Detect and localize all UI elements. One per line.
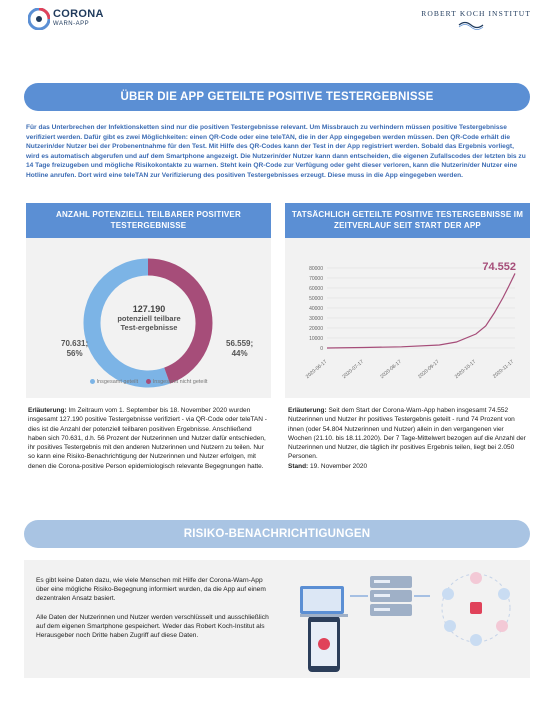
line-chart-total-value: 74.552 [482, 261, 516, 273]
x-tick-label: 2020-10-17 [453, 358, 478, 380]
donut-label-shared-value: 70.631; [61, 339, 89, 348]
x-tick-label: 2020-09-17 [417, 358, 441, 380]
explanation-right-label: Erläuterung: [288, 407, 327, 414]
y-tick-label: 70000 [309, 276, 323, 282]
rki-logo-icon [457, 20, 485, 30]
x-tick-label: 2020-08-17 [379, 358, 403, 380]
donut-center-value: 127.190 [132, 304, 166, 314]
legend-shared-label: Insgesamt geteilt [96, 379, 139, 385]
explanation-right-stand-date: 19. November 2020 [308, 462, 368, 470]
app-name: CORONA [53, 8, 104, 20]
card-title: ANZAHL POTENZIELL TEILBARER POSITIVER TESTERGEBNISSE [26, 203, 271, 238]
x-tick-label: 2020-11-17 [491, 358, 516, 380]
risk-info-text [36, 576, 276, 649]
card-shared-over-time [285, 203, 530, 398]
donut-legend [26, 379, 271, 385]
legend-shared-swatch [90, 379, 95, 384]
institute-name: ROBERT KOCH INSTITUT [421, 9, 531, 18]
y-tick-label: 10000 [309, 336, 323, 342]
y-tick-label: 40000 [309, 306, 323, 312]
corona-warn-app-logo [28, 8, 50, 30]
smartphone-icon [308, 616, 340, 672]
x-tick-label: 2020-07-17 [341, 358, 365, 380]
explanation-left-text: Im Zeitraum vom 1. September bis 18. November 2020 wurden insgesamt 127.190 positive Testergebnisse verifiziert - via QR-Code oder teleTAN - dies ist die Anzahl der potenziell teilbaren positiven Ergebnisse. Anschließend haben sich 70.631, d.h. 56 Prozent der Nutzerinnen und Nutzer dafür entschieden, ihr positives Testergebnis mit den anderen Nutzerinnen und Nutzern zu teilen. Nur so kann eine Risiko-Benachrichtigung der Nutzerinnen und Nutzer erfolgen, mit denen die Corona-positive Person epidemiologisch relevante Begegnungen hatte. [28, 407, 267, 470]
y-tick-label: 80000 [309, 266, 323, 272]
risk-paragraph-1: Es gibt keine Daten dazu, wie viele Menschen mit Hilfe der Corona-Warn-App über eine mögliche Risiko-Begegnung informiert wurden, da die App auf einem dezentralen Ansatz basiert. [36, 577, 266, 603]
donut-label-not-shared [226, 339, 253, 359]
laptop-icon [300, 586, 348, 617]
card-title: TATSÄCHLICH GETEILTE POSITIVE TESTERGEBNISSE IM ZEITVERLAUF SEIT START DER APP [285, 203, 530, 238]
intro-text: Für das Unterbrechen der Infektionsketten sind nur die positiven Testergebnisse relevant. Um Missbrauch zu verhindern müssen positive Testergebnisse verifiziert werden. Dafür gibt es zwei Möglichkeiten: einen QR-Code oder eine teleTAN, die in der App eingegeben werden müssen. Den QR-Code erhält die Nutzerin/der Nutzer bei der Probenentnahme für den Test. Mit Hilfe des QR-Codes kann der Test in der App registriert werden. Sobald das Ergebnis vorliegt, wird es automatisch abgerufen und auf dem Smartphone angezeigt. Die Nutzerin/der Nutzer kann dann entscheiden, die eigenen Zufallscodes der letzten bis zu 14 Tage freizugeben und mögliche Risikokontakte zu warnen. Steht kein QR-Code zur Verfügung oder geht dieser verloren, kann die Nutzerin/der Nutzer eine Hotline anrufen. Dort wird eine teleTAN zur Verifizierung des positiven Testergebnisses erzeugt. Diese muss in die App eingegeben werden. [26, 124, 526, 179]
donut-center-label: potenziell teilbare Test-ergebnisse [117, 314, 181, 332]
donut-center [114, 305, 184, 332]
series-line-shared-results [327, 273, 515, 348]
y-tick-label: 0 [320, 346, 323, 352]
legend-not-shared-swatch [146, 379, 151, 384]
explanation-right [288, 406, 526, 471]
section-banner-results: ÜBER DIE APP GETEILTE POSITIVE TESTERGEBNISSE [24, 83, 530, 111]
explanation-left-label: Erläuterung: [28, 407, 67, 414]
explanation-left [28, 406, 268, 471]
decentralized-illustration [300, 566, 522, 674]
page-header [0, 0, 553, 50]
donut-label-not-shared-percent: 44% [231, 349, 248, 358]
y-tick-label: 60000 [309, 286, 323, 292]
app-subname: WARN-APP [53, 21, 90, 27]
legend-not-shared-label: Insgesamt nicht geteilt [152, 379, 208, 385]
section-banner-risk: RISIKO-BENACHRICHTIGUNGEN [24, 520, 530, 548]
explanation-right-text: Seit dem Start der Corona-Warn-App haben insgesamt 74.552 Nutzerinnen und Nutzer ihr positives Testergebnis geteilt - rund 74 Prozent von ihnen (oder 54.804 Nutzerinnen und Nutzer) allein in den vergangenen vier Wochen (21.10. bis 18.11.2020). Der 7 Tage-Mittelwert bezogen auf die Anzahl der Nutzerinnen und Nutzer, die täglich ihr positives Ergebnis teilen, liegt bei 2.050 Personen. [288, 407, 526, 461]
y-tick-label: 20000 [309, 326, 323, 332]
donut-label-shared-percent: 56% [66, 349, 83, 358]
card-shareable-results [26, 203, 271, 398]
donut-chart [26, 238, 271, 398]
explanation-right-stand-label: Stand: [288, 462, 309, 470]
donut-label-shared [61, 339, 88, 359]
risk-paragraph-2: Alle Daten der Nutzerinnen und Nutzer werden verschlüsselt und ausschließlich auf dem eigenen Smartphone gespeichert. Weder das Robert Koch-Institut als Herausgeber noch Dritte haben Zugriff auf diese Daten. [36, 613, 269, 640]
network-circle-icon [442, 572, 510, 646]
line-chart [285, 238, 530, 398]
server-icon [350, 576, 430, 616]
x-tick-label: 2020-06-17 [304, 358, 329, 380]
y-tick-label: 50000 [309, 296, 323, 302]
y-tick-label: 30000 [309, 316, 323, 322]
donut-label-not-shared-value: 56.559; [226, 339, 254, 348]
